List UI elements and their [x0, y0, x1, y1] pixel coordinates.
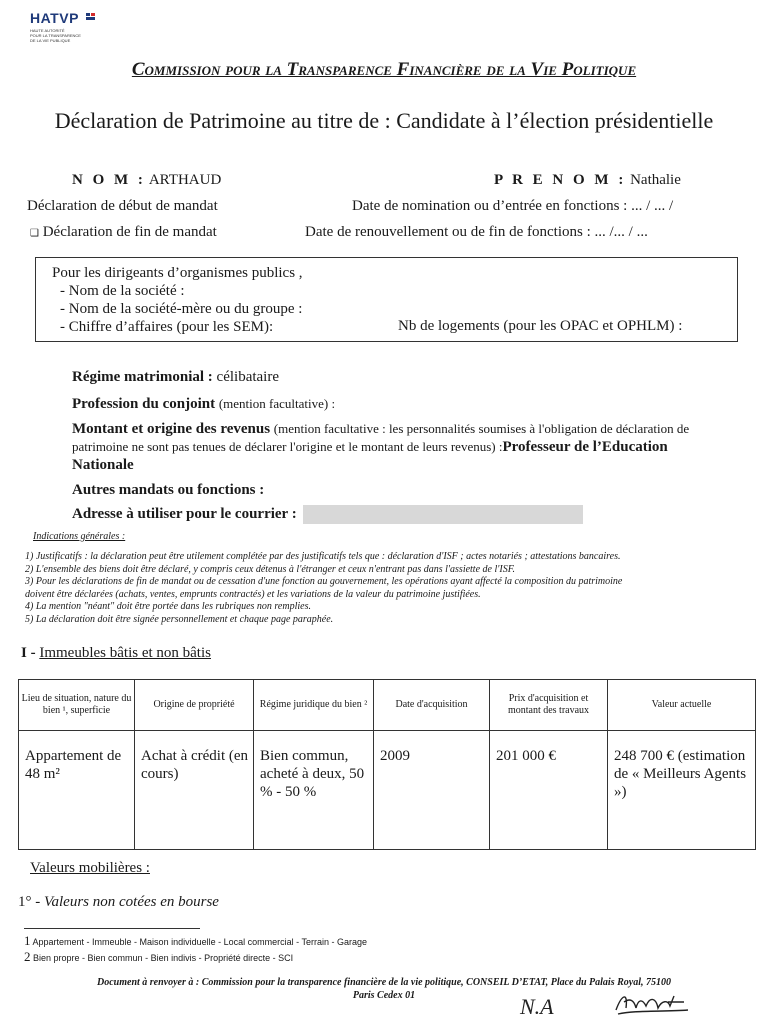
table-header: Prix d'acquisition et montant des travaux — [490, 680, 608, 731]
adresse-courrier: Adresse à utiliser pour le courrier : — [72, 506, 297, 522]
logements-label: Nb de logements (pour les OPAC et OPHLM) : — [398, 318, 683, 334]
logo-subtitle: HAUTE AUTORITÉ POUR LA TRANSPARENCE DE LA VIE PUBLIQUE — [30, 28, 81, 43]
valeurs-mobilieres-title: Valeurs mobilières : — [30, 860, 150, 876]
autres-mandats: Autres mandats ou fonctions : — [72, 482, 265, 498]
footnote-divider — [24, 928, 200, 929]
table-cell: Achat à crédit (en cours) — [135, 731, 254, 850]
valeurs-non-cotees: 1° - Valeurs non cotées en bourse — [18, 894, 219, 910]
indication-item: 4) La mention "néant" doit être portée dans les rubriques non remplies. — [25, 601, 311, 612]
declaration-title: Déclaration de Patrimoine au titre de : Candidate à l’élection présidentielle — [54, 108, 714, 133]
date-nomination-label: Date de nomination ou d’entrée en fonctions : ... / ... / — [352, 198, 674, 214]
hatvp-logo: HATVP — [30, 10, 79, 26]
fin-mandat-label: Déclaration de fin de mandat — [42, 224, 217, 240]
indications-title: Indications générales : — [33, 531, 126, 542]
debut-mandat-label: Déclaration de début de mandat — [27, 198, 218, 214]
table-header: Lieu de situation, nature du bien ¹, superficie — [19, 680, 135, 731]
indication-item: 2) L'ensemble des biens doit être déclaré, y compris ceux détenus à l'étranger et ceux n'entrant pas dans l'assiette de l'ISF. — [25, 563, 516, 575]
table-header: Valeur actuelle — [608, 680, 756, 731]
prenom-field: P R E N O M : Nathalie — [494, 172, 681, 188]
footer-address: Document à renvoyer à : Commission pour la transparence financière de la vie politique, CONSEIL D’ETAT, Place du Palais Royal, 75100 Paris Cedex 01 — [97, 977, 671, 1001]
table-cell: 248 700 € (estimation de « Meilleurs Agents ») — [608, 731, 756, 850]
table-header-row — [19, 680, 756, 731]
immeubles-table — [18, 679, 756, 850]
regime-matrimonial: Régime matrimonial : célibataire — [72, 369, 280, 385]
date-renouvellement-label: Date de renouvellement ou de fin de fonctions : ... /... / ... — [305, 224, 648, 240]
indication-item: doivent être déclarées (achats, ventes, emprunts contractés) et les variations de la valeur du patrimoine justifiées. — [25, 588, 481, 600]
fin-mandat-row — [30, 224, 217, 241]
initials-signature: N.A — [520, 994, 554, 1019]
footnote-1: 1 Appartement - Immeuble - Maison individuelle - Local commercial - Terrain - Garage — [24, 933, 367, 948]
indication-item: 1) Justificatifs : la déclaration peut être utilement complétée par des justificatifs tels que : déclaration d'ISF ; actes notariés ; attestations bancaires. — [25, 551, 621, 562]
indications-list — [25, 551, 755, 626]
dirigeants-list: Pour les dirigeants d’organismes publics , - Nom de la société : - Nom de la société-mère ou du groupe : - Chiffre d’affaires (pour les SEM): — [52, 265, 303, 335]
commission-title: Commission pour la Transparence Financière de la Vie Politique — [131, 59, 637, 80]
checkbox-icon: ❑ — [30, 228, 39, 239]
flag-icon — [86, 13, 95, 20]
table-header: Date d'acquisition — [374, 680, 490, 731]
nom-field: N O M : ARTHAUD — [72, 172, 222, 188]
table-header: Régime juridique du bien ² — [254, 680, 374, 731]
table-cell: 2009 — [374, 731, 490, 850]
table-cell: 201 000 € — [490, 731, 608, 850]
table-cell: Appartement de 48 m² — [19, 731, 135, 850]
section-immeubles: I - Immeubles bâtis et non bâtis — [21, 645, 211, 661]
indication-item: 5) La déclaration doit être signée personnellement et chaque page paraphée. — [25, 613, 334, 625]
footnote-2: 2 Bien propre - Bien commun - Bien indivis - Propriété directe - SCI — [24, 949, 294, 964]
redacted-address — [303, 505, 583, 524]
montant-revenus: Montant et origine des revenus (mention facultative : les personnalités soumises à l'obligation de déclaration de patrimoine ne sont pas tenues de déclarer l'origine et le montant de leurs revenus) :Professeur de l’Education Nationale — [72, 421, 690, 473]
indication-item: 3) Pour les déclarations de fin de mandat ou de cessation d'une fonction au gouvernement, les opérations ayant affecté la composition du patrimoine — [25, 576, 623, 587]
profession-conjoint: Profession du conjoint (mention facultative) : — [72, 396, 336, 412]
table-cell: Bien commun, acheté à deux, 50 % - 50 % — [254, 731, 374, 850]
table-header: Origine de propriété — [135, 680, 254, 731]
table-row — [19, 731, 756, 850]
handwritten-signature — [612, 988, 692, 1020]
